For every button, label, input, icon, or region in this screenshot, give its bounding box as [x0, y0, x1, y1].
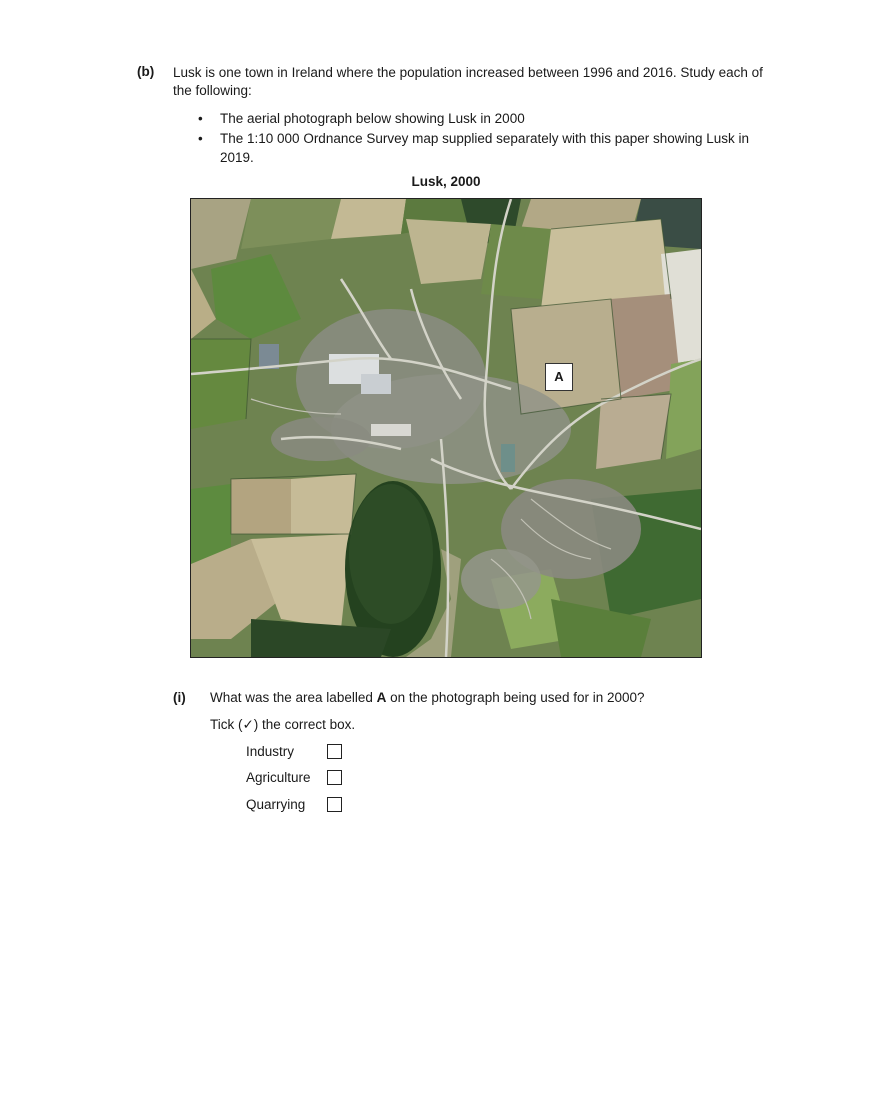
area-a-marker: A [545, 363, 573, 391]
option-industry-checkbox[interactable] [327, 744, 342, 759]
option-agriculture-checkbox[interactable] [327, 770, 342, 785]
bullet-icon: • [198, 131, 203, 146]
question-intro: Lusk is one town in Ireland where the population increased between 1996 and 2016. Study each of the following: [173, 65, 763, 98]
tick-instruction: Tick (✓) the correct box. [210, 717, 356, 732]
bullet-icon: • [198, 111, 203, 126]
sub-question-text [210, 690, 645, 705]
option-industry-label: Industry [246, 744, 295, 759]
question-text-after: on the photograph being used for in 2000? [386, 690, 645, 705]
bullet-text: The aerial photograph below showing Lusk in 2000 [220, 111, 525, 126]
question-text-before: What was the area labelled [210, 690, 377, 705]
bullet-text: The 1:10 000 Ordnance Survey map supplied separately with this paper showing Lusk in 2019. [220, 131, 750, 165]
aerial-photograph [190, 198, 702, 658]
aerial-photo-illustration [191, 199, 701, 657]
question-text-bold: A [376, 690, 387, 705]
sub-question-label: (i) [173, 690, 186, 705]
option-quarrying-checkbox[interactable] [327, 797, 342, 812]
photo-title: Lusk, 2000 [411, 174, 481, 189]
option-quarrying-label: Quarrying [246, 797, 306, 812]
part-label: (b) [137, 64, 155, 79]
bullet-item [196, 109, 766, 128]
option-agriculture-label: Agriculture [246, 770, 311, 785]
bullet-item [196, 129, 766, 167]
bullet-list [196, 109, 766, 168]
